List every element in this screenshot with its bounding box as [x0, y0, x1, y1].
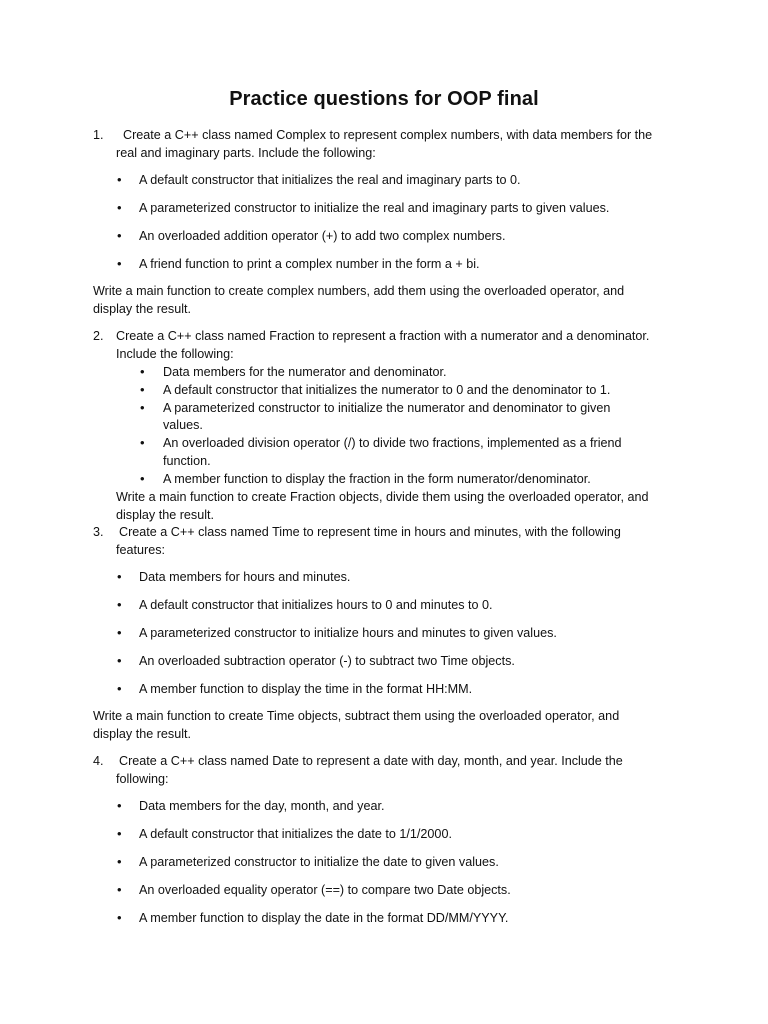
question-2-bullet-3: A parameterized constructor to initialize the numerator and denominator to given: [163, 401, 611, 415]
question-1-bullet-2: A parameterized constructor to initialize the real and imaginary parts to given values.: [139, 201, 610, 215]
question-3-bullet-2: A default constructor that initializes hours to 0 and minutes to 0.: [139, 598, 493, 612]
bullet-icon: •: [117, 854, 122, 869]
question-1-intro-line-2: real and imaginary parts. Include the following:: [116, 146, 376, 160]
bullet-icon: •: [140, 364, 145, 379]
bullet-icon: •: [140, 382, 145, 397]
question-4-bullet-4: An overloaded equality operator (==) to compare two Date objects.: [139, 883, 511, 897]
question-3-bullet-1: Data members for hours and minutes.: [139, 570, 351, 584]
question-1-bullet-1: A default constructor that initializes the real and imaginary parts to 0.: [139, 173, 521, 187]
question-2-bullet-5: A member function to display the fraction in the form numerator/denominator.: [163, 472, 591, 486]
question-2-intro-line-1: Create a C++ class named Fraction to represent a fraction with a numerator and a denominator.: [116, 329, 650, 343]
question-4-bullet-1: Data members for the day, month, and year.: [139, 799, 385, 813]
question-2-outro-line-1: Write a main function to create Fraction objects, divide them using the overloaded operator, and: [116, 490, 649, 504]
question-4-bullet-5: A member function to display the date in the format DD/MM/YYYY.: [139, 911, 509, 925]
bullet-icon: •: [117, 625, 122, 640]
bullet-icon: •: [140, 435, 145, 450]
question-2-bullet-3-cont: values.: [163, 418, 203, 432]
question-4-intro-line-1: Create a C++ class named Date to represent a date with day, month, and year. Include the: [119, 754, 623, 768]
bullet-icon: •: [117, 200, 122, 215]
question-4-bullet-2: A default constructor that initializes the date to 1/1/2000.: [139, 827, 452, 841]
bullet-icon: •: [117, 882, 122, 897]
question-2-bullet-4: An overloaded division operator (/) to divide two fractions, implemented as a friend: [163, 436, 622, 450]
question-3-bullet-4: An overloaded subtraction operator (-) to subtract two Time objects.: [139, 654, 515, 668]
question-3-intro-line-1: Create a C++ class named Time to represent time in hours and minutes, with the following: [119, 525, 621, 539]
question-4-intro-line-2: following:: [116, 772, 169, 786]
question-3-number: 3.: [93, 525, 104, 539]
question-1-intro-line-1: Create a C++ class named Complex to represent complex numbers, with data members for the: [123, 128, 653, 142]
question-3-outro-line-1: Write a main function to create Time objects, subtract them using the overloaded operator, and: [93, 709, 620, 723]
bullet-icon: •: [117, 228, 122, 243]
question-2-number: 2.: [93, 329, 104, 343]
question-2-intro-line-2: Include the following:: [116, 347, 234, 361]
question-2-bullet-1: Data members for the numerator and denominator.: [163, 365, 447, 379]
question-2-outro-line-2: display the result.: [116, 508, 215, 522]
bullet-icon: •: [117, 798, 122, 813]
question-3-outro-line-2: display the result.: [93, 727, 192, 741]
bullet-icon: •: [117, 597, 122, 612]
bullet-icon: •: [117, 653, 122, 668]
question-1-bullet-3: An overloaded addition operator (+) to add two complex numbers.: [139, 229, 506, 243]
question-3-bullet-5: A member function to display the time in the format HH:MM.: [139, 682, 473, 696]
question-2-bullet-2: A default constructor that initializes the numerator to 0 and the denominator to 1.: [163, 383, 611, 397]
page-title: Practice questions for OOP final: [229, 88, 539, 110]
bullet-icon: •: [117, 826, 122, 841]
question-1-outro-line-1: Write a main function to create complex numbers, add them using the overloaded operator, and: [93, 284, 625, 298]
bullet-icon: •: [117, 910, 122, 925]
bullet-icon: •: [117, 569, 122, 584]
question-2-bullet-4-cont: function.: [163, 454, 211, 468]
question-3-intro-line-2: features:: [116, 543, 166, 557]
bullet-icon: •: [140, 400, 145, 415]
bullet-icon: •: [117, 256, 122, 271]
bullet-icon: •: [117, 172, 122, 187]
question-3-bullet-3: A parameterized constructor to initialize hours and minutes to given values.: [139, 626, 557, 640]
question-4-bullet-3: A parameterized constructor to initialize the date to given values.: [139, 855, 499, 869]
question-1-outro-line-2: display the result.: [93, 302, 192, 316]
question-1-bullet-4: A friend function to print a complex number in the form a + bi.: [139, 257, 480, 271]
question-4-number: 4.: [93, 754, 104, 768]
bullet-icon: •: [140, 471, 145, 486]
bullet-icon: •: [117, 681, 122, 696]
question-1-number: 1.: [93, 128, 104, 142]
